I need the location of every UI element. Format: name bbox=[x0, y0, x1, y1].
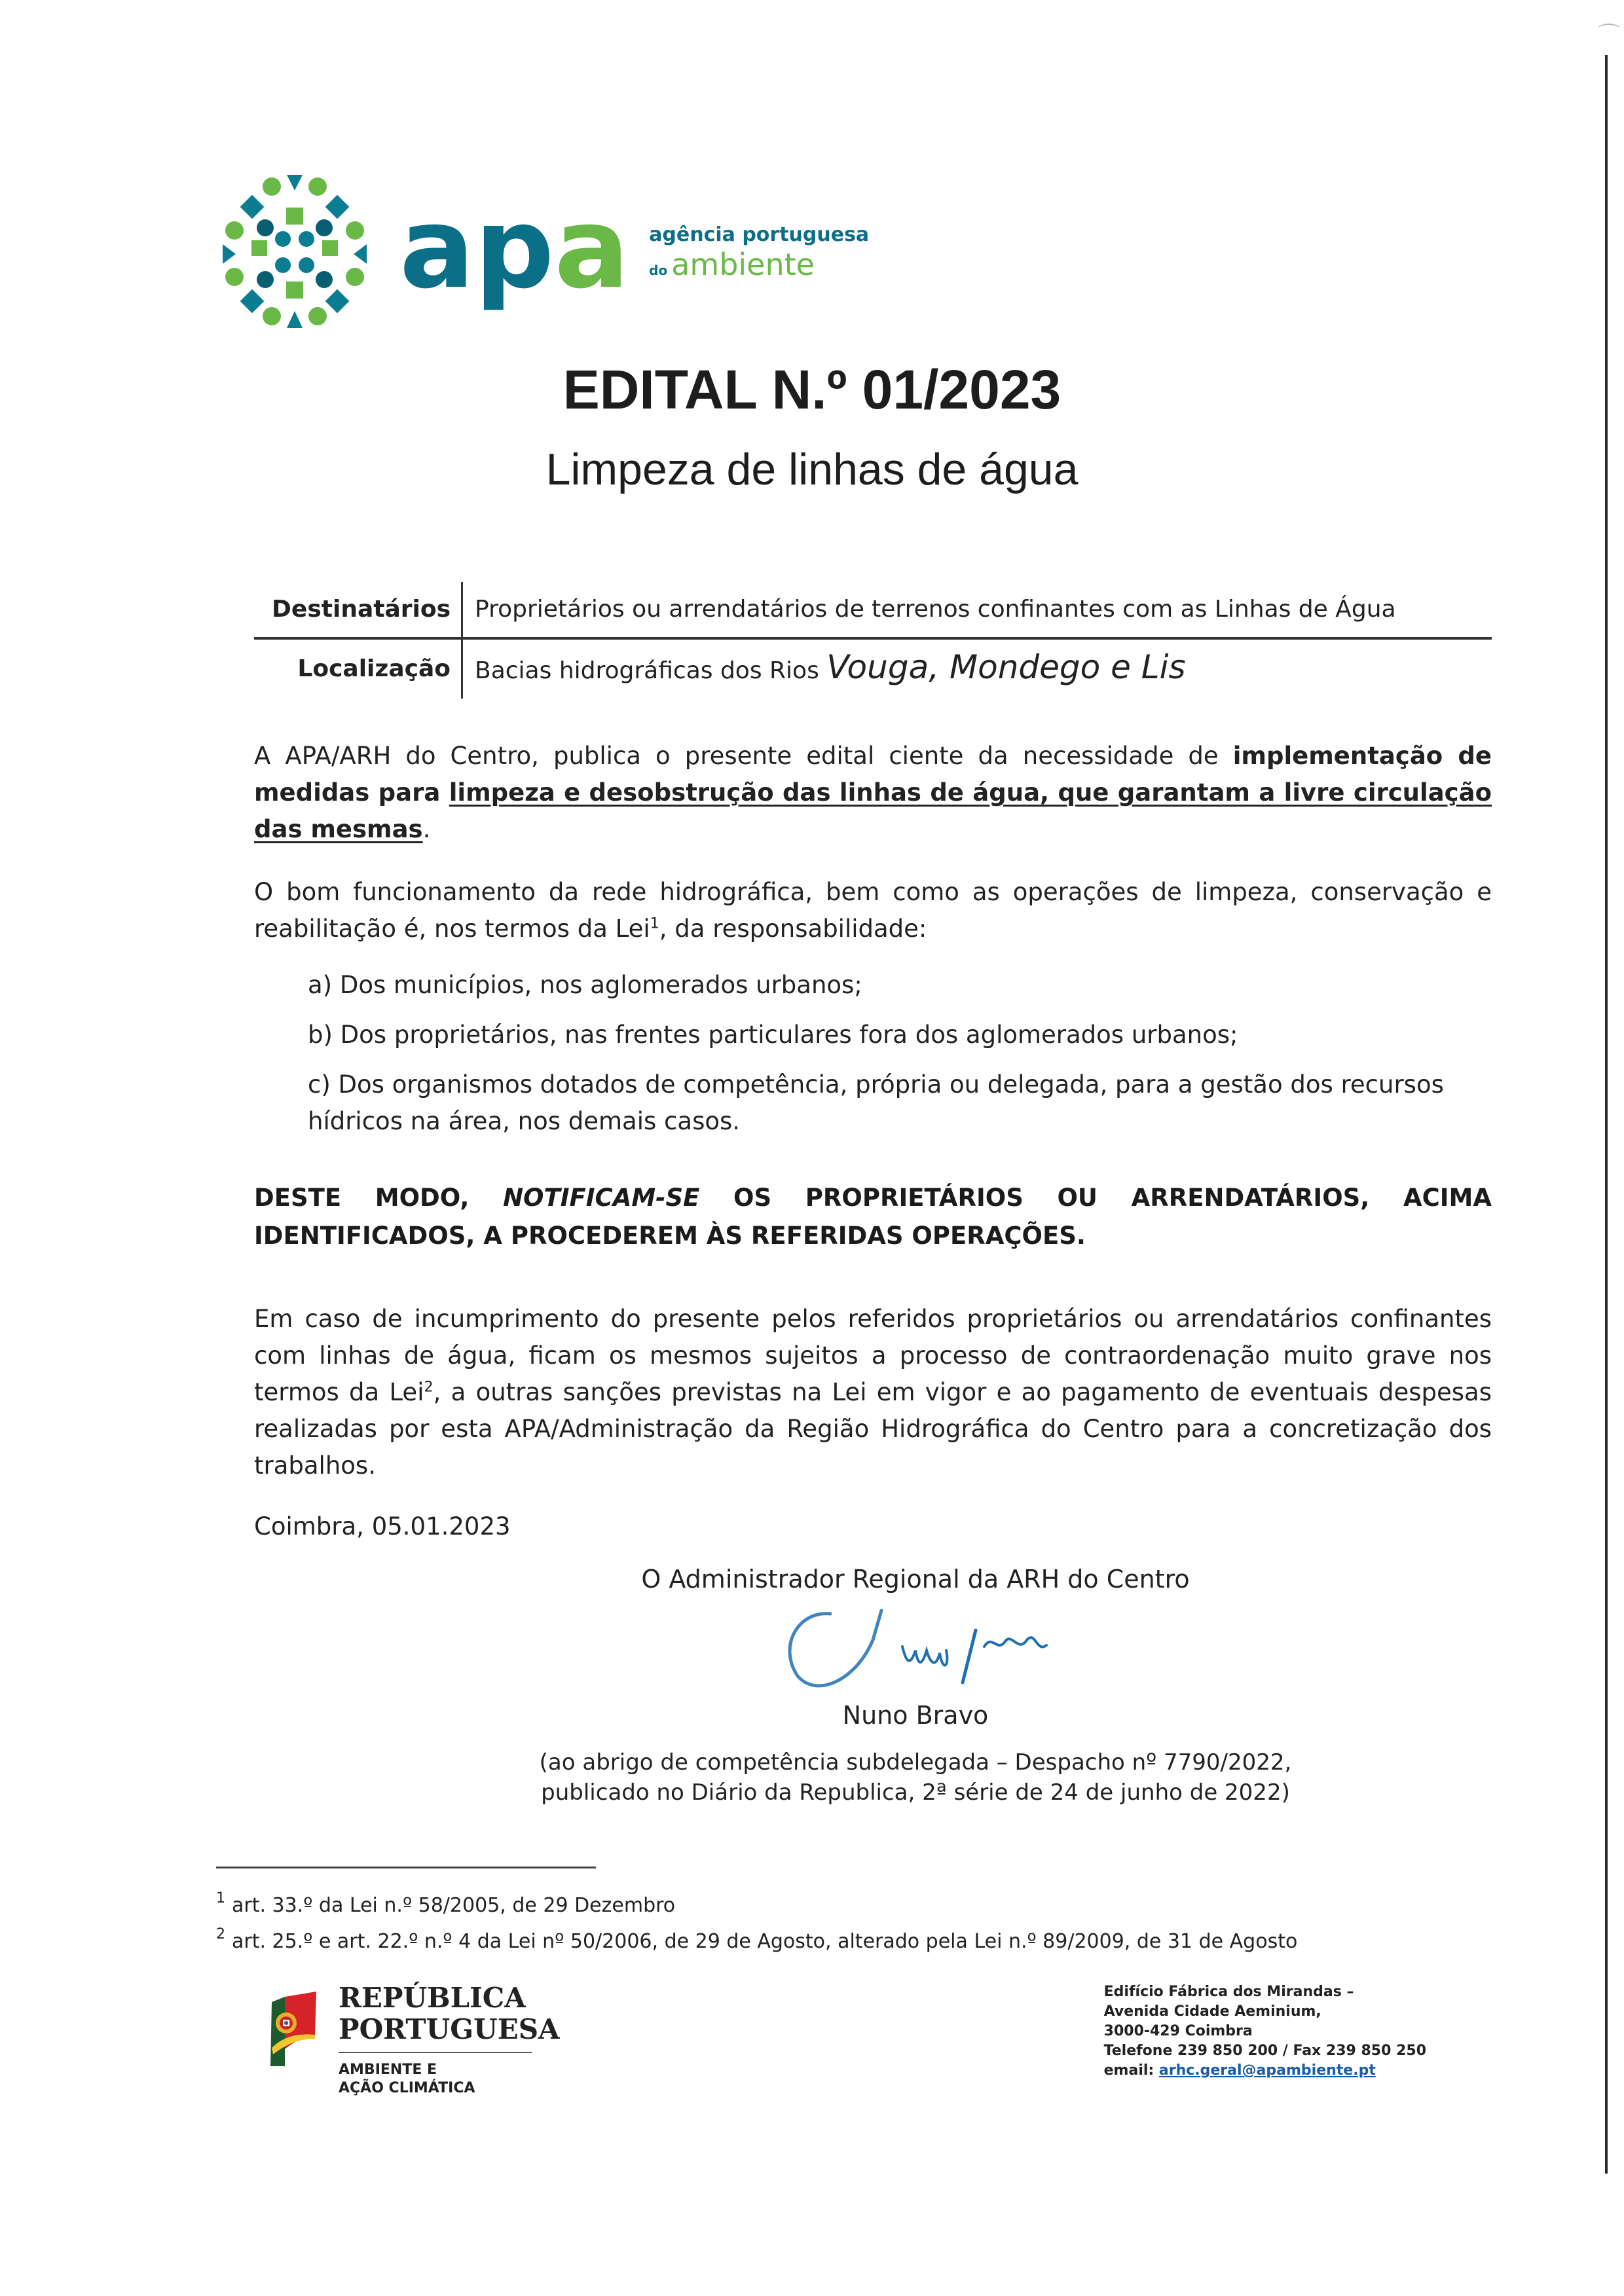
signature-block bbox=[536, 1563, 1295, 1808]
contact-address bbox=[1104, 1982, 1426, 2081]
notice-start: DESTE MODO, bbox=[254, 1184, 504, 1212]
footnote-ref-2[interactable]: 2 bbox=[424, 1378, 434, 1396]
list-item-c: c) Dos organismos dotados de competência, própria ou delegada, para a gestão dos recursos hídricos na área, nos demais casos. bbox=[308, 1070, 1444, 1135]
footnote-1 bbox=[216, 1884, 1492, 1920]
email-link[interactable]: arhc.geral@apambiente.pt bbox=[1158, 2062, 1376, 2079]
apa-logo bbox=[210, 167, 1492, 331]
info-value-location bbox=[462, 638, 1492, 699]
notice-paragraph bbox=[254, 1179, 1492, 1255]
info-row-location bbox=[254, 638, 1492, 699]
footnote-1-text: art. 33.º da Lei n.º 58/2005, de 29 Dezembro bbox=[232, 1894, 676, 1917]
page-title: EDITAL N.º 01/2023 bbox=[563, 359, 1061, 420]
gov-logo-rule bbox=[339, 2052, 532, 2053]
republica-portuguesa-title bbox=[339, 1982, 560, 2045]
page-subtitle: Limpeza de linhas de água bbox=[545, 445, 1079, 494]
apa-tagline-1: agência portuguesa bbox=[649, 223, 870, 246]
ministry-line-2: AÇÃO CLIMÁTICA bbox=[339, 2080, 475, 2096]
gov-line-1: REPÚBLICA bbox=[339, 1982, 526, 2014]
apa-tagline-2 bbox=[649, 247, 869, 288]
footnote-separator bbox=[216, 1867, 596, 1868]
location-rivers: Vouga, Mondego e Lis bbox=[826, 648, 1186, 686]
address-line-3: 3000-429 Coimbra bbox=[1103, 2023, 1253, 2039]
ministry-line-1: AMBIENTE E bbox=[339, 2062, 437, 2078]
signatory-name: Nuno Bravo bbox=[842, 1701, 989, 1730]
apa-tagline bbox=[649, 210, 869, 288]
place-date: Coimbra, 05.01.2023 bbox=[254, 1512, 511, 1540]
email-label: email: bbox=[1103, 2062, 1159, 2079]
footnote-ref-1[interactable]: 1 bbox=[650, 915, 659, 932]
info-label-recipients: Destinatários bbox=[254, 582, 462, 638]
address-line-2: Avenida Cidade Aeminium, bbox=[1103, 2003, 1321, 2020]
responsibility-end: , da responsabilidade: bbox=[659, 915, 927, 943]
gov-line-2: PORTUGUESA bbox=[339, 2013, 560, 2045]
republica-portuguesa-text bbox=[339, 1982, 560, 2098]
delegation-note-line-1: (ao abrigo de competência subdelegada – Despacho nº 7790/2022, bbox=[539, 1749, 1292, 1776]
penalty-text: Em caso de incumprimento do presente pelos referidos proprietários ou arrendatários confinantes com linhas de água, ficam os mesmos sujeitos a processo de contraordenação muito grave nos termos da Lei bbox=[254, 1305, 1492, 1406]
info-value-recipients: Proprietários ou arrendatários de terrenos confinantes com as Linhas de Água bbox=[462, 582, 1492, 638]
phone-fax: Telefone 239 850 200 / Fax 239 850 250 bbox=[1103, 2043, 1426, 2059]
signatory-role: O Administrador Regional da ARH do Centro bbox=[641, 1565, 1190, 1594]
intro-text: A APA/ARH do Centro, publica o presente edital ciente da necessidade de bbox=[254, 742, 1233, 770]
apa-tagline-prefix: do bbox=[649, 262, 668, 278]
intro-bold: implementação de medidas para bbox=[254, 742, 1492, 807]
footnote-2 bbox=[216, 1920, 1492, 1956]
scan-mark: ⌒ bbox=[1598, 23, 1620, 48]
apa-wordmark bbox=[399, 184, 630, 314]
paragraph-intro bbox=[254, 738, 1492, 848]
apa-tagline-ambiente: ambiente bbox=[671, 246, 815, 282]
intro-end: . bbox=[422, 815, 431, 843]
apa-letter-a2: a bbox=[554, 184, 630, 314]
notice-italic: NOTIFICAM-SE bbox=[503, 1184, 700, 1212]
info-table bbox=[254, 582, 1492, 699]
responsibility-list bbox=[254, 967, 1492, 1140]
footnote-1-number: 1 bbox=[216, 1890, 225, 1906]
list-item-b: b) Dos proprietários, nas frentes particulares fora dos aglomerados urbanos; bbox=[308, 1021, 1238, 1049]
info-row-recipients bbox=[254, 582, 1492, 638]
location-prefix: Bacias hidrográficas dos Rios bbox=[475, 657, 827, 684]
handwritten-signature bbox=[732, 1601, 1099, 1699]
footnote-2-number: 2 bbox=[216, 1926, 225, 1942]
apa-letter-p: p bbox=[474, 184, 555, 314]
ministry-name bbox=[339, 2061, 560, 2098]
apa-letter-a: a bbox=[399, 184, 475, 314]
footnote-2-text: art. 25.º e art. 22.º n.º 4 da Lei nº 50/2006, de 29 de Agosto, alterado pela Lei n.º 89/2009, de 31 de Agosto bbox=[232, 1930, 1298, 1953]
republica-portuguesa-logo bbox=[265, 1982, 560, 2098]
footnotes bbox=[216, 1884, 1492, 1956]
notice-end: OS PROPRIETÁRIOS OU ARRENDATÁRIOS, ACIMA IDENTIFICADOS, A PROCEDEREM ÀS REFERIDAS OPERAÇÕES. bbox=[254, 1184, 1492, 1250]
portugal-flag-emblem-icon bbox=[265, 1989, 318, 2068]
delegation-note bbox=[536, 1747, 1295, 1808]
penalty-end: , a outras sanções previstas na Lei em vigor e ao pagamento de eventuais despesas realizadas por esta APA/Administração da Região Hidrográfica do Centro para a concretização dos trabalhos. bbox=[254, 1378, 1492, 1480]
document-page bbox=[216, 0, 1492, 2150]
paragraph-penalty bbox=[254, 1301, 1492, 1484]
intro-bold-underlined: limpeza e desobstrução das linhas de água, que garantam a livre circulação das mesmas bbox=[254, 778, 1492, 843]
responsibility-text: O bom funcionamento da rede hidrográfica, bem como as operações de limpeza, conservação e reabilitação é, nos termos da Lei bbox=[254, 878, 1492, 943]
list-item-a: a) Dos municípios, nos aglomerados urbanos; bbox=[308, 971, 862, 999]
info-label-location: Localização bbox=[254, 638, 462, 699]
paragraph-responsibility bbox=[254, 874, 1492, 947]
delegation-note-line-2: publicado no Diário da Republica, 2ª série de 24 de junho de 2022) bbox=[541, 1779, 1290, 1806]
address-line-1: Edifício Fábrica dos Mirandas – bbox=[1103, 1984, 1354, 2000]
email-line bbox=[1104, 2061, 1426, 2081]
apa-emblem-icon bbox=[210, 167, 380, 331]
page-footer bbox=[254, 1982, 1492, 2098]
